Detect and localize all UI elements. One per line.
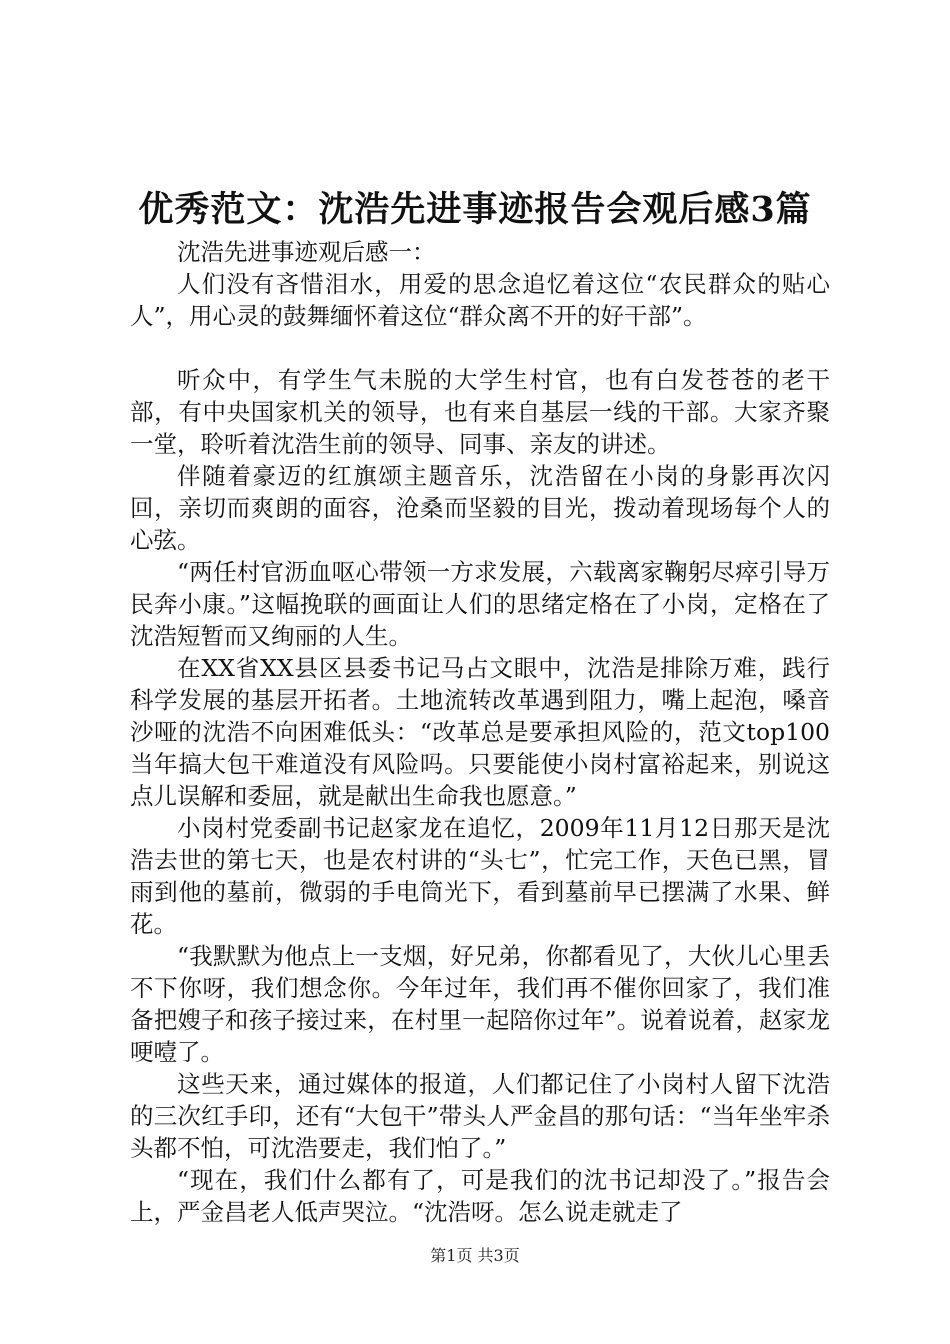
paragraph: “两任村官沥血呕心带领一方求发展，六载离家鞠躬尽瘁引导万民奔小康。”这幅挽联的画面让人们的思绪定格在了小岗，定格在了沈浩短暂而又绚丽的人生。 — [130, 558, 830, 650]
paragraph: “现在，我们什么都有了，可是我们的沈书记却没了。”报告会上，严金昌老人低声哭泣。“沈浩呀。怎么说走就走了 — [130, 1166, 830, 1226]
paragraph: 人们没有吝惜泪水，用爱的思念追忆着这位“农民群众的贴心人”，用心灵的鼓舞缅怀着这位“群众离不开的好干部”。 — [130, 270, 830, 330]
paragraph: 听众中，有学生气未脱的大学生村官，也有白发苍苍的老干部，有中央国家机关的领导，也有来自基层一线的干部。大家齐聚一堂，聆听着沈浩生前的领导、同事、亲友的讲述。 — [130, 366, 830, 458]
document-title: 优秀范文：沈浩先进事迹报告会观后感3篇 — [138, 189, 812, 230]
page-number-footer: 第1页 共3页 — [430, 1246, 520, 1265]
paragraph: 沈浩先进事迹观后感一： — [177, 238, 436, 266]
paragraph: “我默默为他点上一支烟，好兄弟，你都看见了，大伙儿心里丢不下你呀，我们想念你。今年过年，我们再不催你回家了，我们准备把嫂子和孩子接过来，在村里一起陪你过年”。说着说着，赵家龙哽噎了。 — [130, 942, 830, 1066]
paragraph: 在XX省XX县区县委书记马占文眼中，沈浩是排除万难，践行科学发展的基层开拓者。土地流转改革遇到阻力，嘴上起泡，嗓音沙哑的沈浩不向困难低头：“改革总是要承担风险的，范文top100当年搞大包干难道没有风险吗。只要能使小岗村富裕起来，别说这点儿误解和委屈，就是献出生命我也愿意。” — [130, 654, 830, 810]
paragraph: 这些天来，通过媒体的报道，人们都记住了小岗村人留下沈浩的三次红手印，还有“大包干”带头人严金昌的那句话：“当年坐牢杀头都不怕，可沈浩要走，我们怕了。” — [130, 1070, 830, 1162]
paragraph: 小岗村党委副书记赵家龙在追忆，2009年11月12日那天是沈浩去世的第七天，也是农村讲的“头七”，忙完工作，天色已黑，冒雨到他的墓前，微弱的手电筒光下，看到墓前早已摆满了水果、鲜花。 — [130, 814, 830, 938]
document-body — [130, 236, 830, 1228]
paragraph: 伴随着豪迈的红旗颂主题音乐，沈浩留在小岗的身影再次闪回，亲切而爽朗的面容，沧桑而坚毅的目光，拨动着现场每个人的心弦。 — [130, 462, 830, 554]
